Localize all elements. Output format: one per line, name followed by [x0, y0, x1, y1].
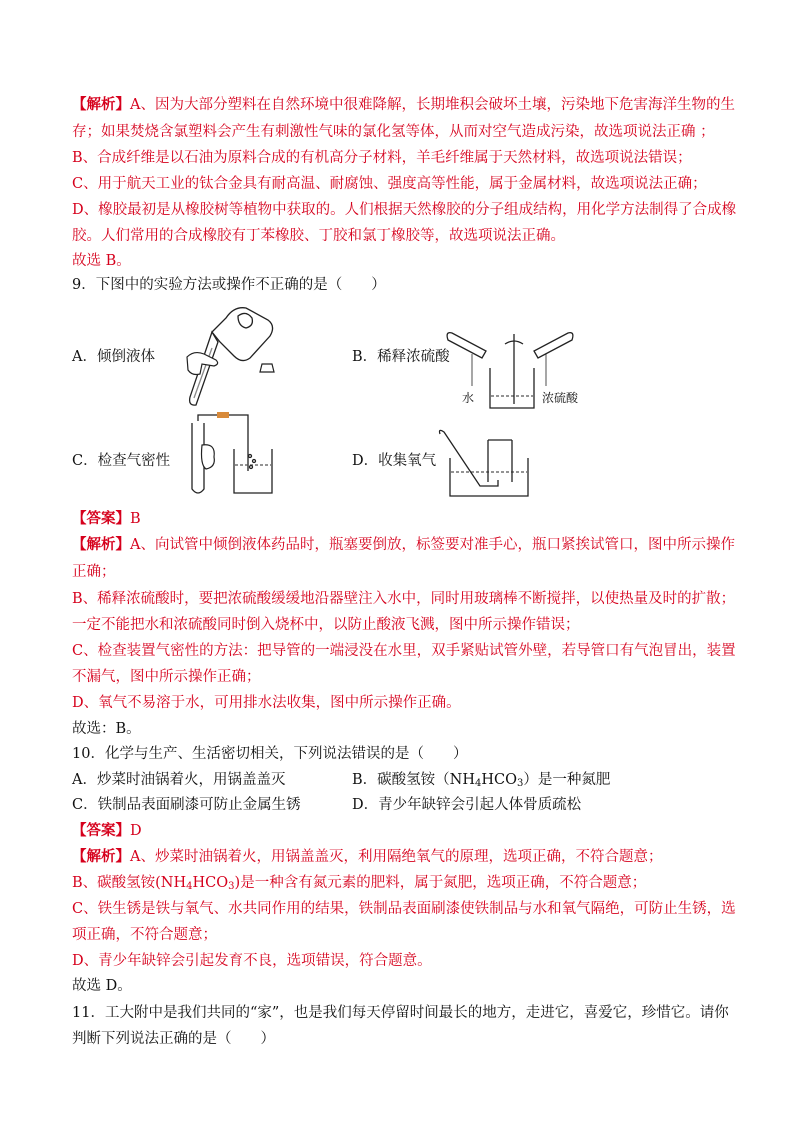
answer-value: D: [130, 823, 142, 839]
q9-option-a: A．倾倒液体: [72, 349, 155, 365]
water-trough-icon: [450, 458, 528, 496]
q8-choice: 故选 B。: [72, 253, 131, 269]
q9-analysis-line: C、检查装置气密性的方法：把导管的一端浸没在水里，双手紧贴试管外壁，若导管口有气泡冒出，装置: [72, 643, 736, 659]
q9-analysis-line: B、稀释浓硫酸时，要把浓硫酸缓缓地沿器壁注入水中，同时用玻璃棒不断搅拌，以使热量及时的扩散；: [72, 591, 736, 607]
answer-tag: 【答案】: [72, 822, 130, 839]
q9-analysis-line: 不漏气，图中所示操作正确；: [72, 669, 261, 685]
q10-analysis-line: B、碳酸氢铵$(NH_4HCO_3)$是一种含有氮元素的肥料，属于氮肥，选项正确，不符合题意；: [72, 875, 647, 892]
acid-label: 浓硫酸: [542, 391, 579, 405]
reagent-bottle-icon: [212, 308, 273, 361]
q10-option-c: C．铁制品表面刷漆可防止金属生锈: [72, 797, 301, 813]
figure-collect-oxygen: [432, 422, 542, 500]
delivery-tube-icon: [440, 430, 499, 486]
q10-analysis-line: C、铁生锈是铁与氧气、水共同作用的结果，铁制品表面刷漆使铁制品与水和氧气隔绝，可防止生锈，选: [72, 901, 736, 917]
analysis-text: A、因为大部分塑料在自然环境中很难降解，长期堆积会破坏土壤，污染地下危害海洋生物的生: [130, 97, 735, 113]
q9-analysis-line: 一定不能把水和浓硫酸同时倒入烧杯中，以防止酸液飞溅，图中所示操作错误；: [72, 617, 580, 633]
gas-jar-icon: [488, 440, 512, 482]
q11-stem: 11．工大附中是我们共同的“家”，也是我们每天停留时间最长的地方，走进它，喜爱它，珍惜它。请你: [72, 1005, 729, 1021]
q10-answer: [72, 820, 142, 842]
q10-analysis-line: 项正确，不符合题意；: [72, 927, 217, 943]
q9-choice: 故选：B。: [72, 721, 141, 737]
analysis-tag: 【解析】: [72, 536, 130, 553]
q9-option-b: B．稀释浓硫酸: [352, 349, 450, 365]
q9-option-c: C．检查气密性: [72, 453, 171, 469]
q9-analysis-line: 正确；: [72, 564, 116, 580]
analysis-text: A、炒菜时油锅着火，用锅盖盖灭，利用隔绝氧气的原理，选项正确，不符合题意；: [130, 849, 663, 865]
q10-option-a: A．炒菜时油锅着火，用锅盖盖灭: [72, 772, 286, 788]
water-label: 水: [462, 391, 475, 405]
q8-analysis-line: B、合成纤维是以石油为原料合成的有机高分子材料，羊毛纤维属于天然材料，故选项说法错误；: [72, 150, 692, 166]
q10-option-b: B．碳酸氢铵$(NH_4HCO_3)$是一种氮肥: [352, 772, 611, 789]
q8-analysis-line: D、橡胶最初是从橡胶树等植物中获取的。人们根据天然橡胶的分子组成结构，用化学方法制得了合成橡: [72, 202, 737, 218]
q10-analysis-line: D、青少年缺锌会引起发育不良，选项错误，符合题意。: [72, 953, 432, 969]
figure-diluting-acid: [442, 324, 582, 414]
beaker-icon: [234, 449, 272, 493]
q8-analysis-line: C、用于航天工业的钛合金具有耐高温、耐腐蚀、强度高等性能，属于金属材料，故选项说法正确；: [72, 176, 707, 192]
figure-pouring-liquid: [182, 302, 282, 412]
answer-value: B: [130, 511, 141, 527]
rubber-connector-icon: [217, 412, 229, 418]
analysis-tag: 【解析】: [72, 96, 130, 113]
analysis-text: A、向试管中倾倒液体药品时，瓶塞要倒放，标签要对准手心，瓶口紧挨试管口，图中所示操作: [130, 537, 735, 553]
q9-stem: 9．下图中的实验方法或操作不正确的是（ ）: [72, 277, 386, 293]
beaker-icon: [490, 368, 534, 408]
q9-analysis-line: [72, 534, 735, 556]
answer-tag: 【答案】: [72, 510, 130, 527]
q10-choice: 故选 D。: [72, 978, 132, 994]
q10-analysis-line: [72, 846, 662, 868]
figure-airtightness: [172, 409, 292, 499]
q8-analysis-line: 胶。人们常用的合成橡胶有丁苯橡胶、丁胶和氯丁橡胶等，故选项说法正确。: [72, 228, 565, 244]
q8-analysis-line: [72, 94, 735, 116]
q8-analysis-line: 存；如果焚烧含氯塑料会产生有刺激性气味的氯化氢等体，从而对空气造成污染，故选项说法正确 ；: [72, 124, 715, 140]
q11-stem: 判断下列说法正确的是（ ）: [72, 1031, 275, 1047]
water-test-tube-icon: [447, 333, 486, 358]
q9-option-d: D．收集氧气: [352, 453, 437, 469]
bottle-stopper-icon: [260, 364, 274, 372]
q10-stem: 10．化学与生产、生活密切相关，下列说法错误的是（ ）: [72, 746, 468, 762]
analysis-tag: 【解析】: [72, 848, 130, 865]
q9-analysis-line: D、氧气不易溶于水，可用排水法收集，图中所示操作正确。: [72, 695, 461, 711]
q10-option-d: D．青少年缺锌会引起人体骨质疏松: [352, 797, 582, 813]
hand-icon: [202, 445, 215, 469]
acid-test-tube-icon: [534, 333, 573, 358]
q9-answer: [72, 508, 141, 530]
